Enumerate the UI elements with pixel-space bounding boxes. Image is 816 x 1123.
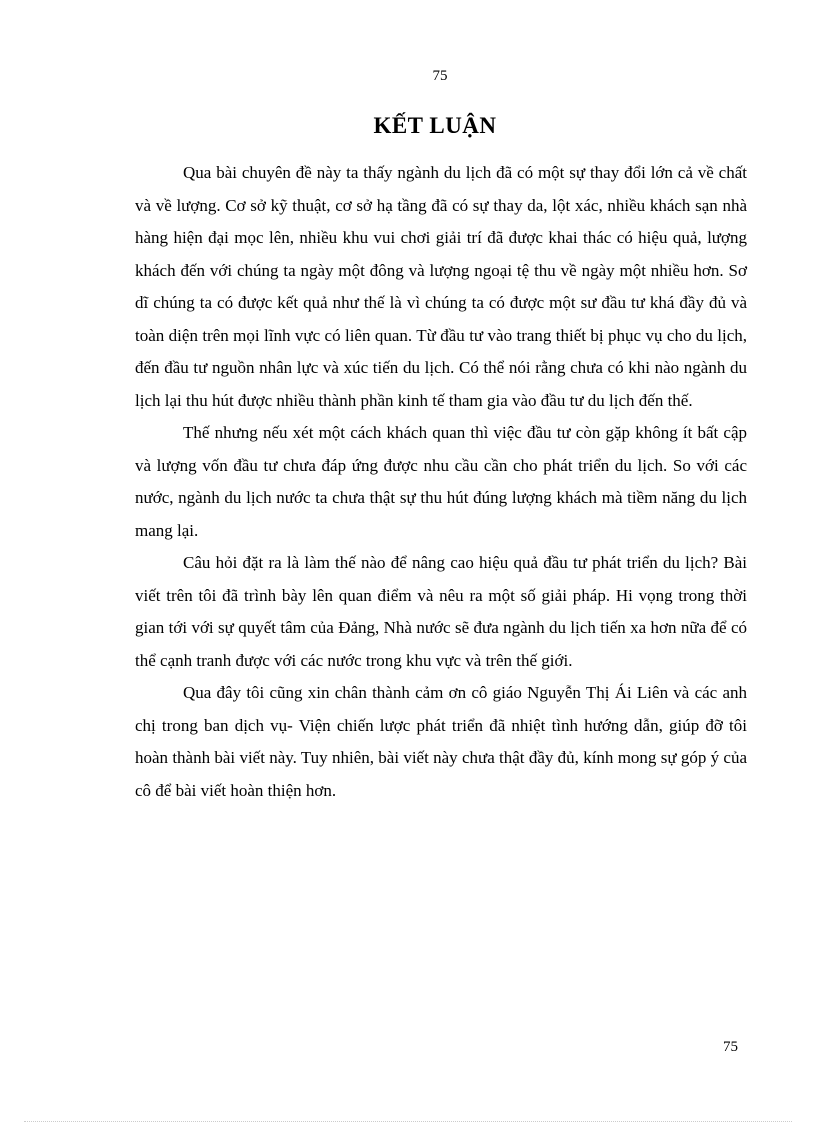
paragraph-1: Qua bài chuyên đề này ta thấy ngành du lịch đã có một sự thay đổi lớn cả về chất và về lượng. Cơ sở kỹ thuật, cơ sở hạ tầng đã có sự thay da, lột xác, nhiều khách sạn nhà hàng hiện đại mọc lên, nhiều khu vui chơi giải trí đã được khai thác có hiệu quả, lượng khách đến với chúng ta ngày một đông và lượng ngoại tệ thu về ngày một nhiều hơn. Sơ dĩ chúng ta có được kết quả như thế là vì chúng ta có được một sư đầu tư khá đầy đủ và toàn diện trên mọi lĩnh vực có liên quan. Từ đầu tư vào trang thiết bị phục vụ cho du lịch, đến đầu tư nguồn nhân lực và xúc tiến du lịch. Có thể nói rằng chưa có khi nào ngành du lịch lại thu hút được nhiều thành phần kinh tế tham gia vào đầu tư du lịch đến thế. (135, 163, 747, 410)
footer-page-number: 75 (723, 1039, 738, 1055)
paragraph-4: Qua đây tôi cũng xin chân thành cảm ơn cô giáo Nguyễn Thị Ái Liên và các anh chị trong ban dịch vụ- Viện chiến lược phát triển đã nhiệt tình hướng dẫn, giúp đỡ tôi hoàn thành bài viết này. Tuy nhiên, bài viết này chưa thật đầy đủ, kính mong sự góp ý của cô để bài viết hoàn thiện hơn. (135, 683, 747, 800)
body-text (135, 157, 747, 807)
header-page-number: 75 (432, 68, 448, 84)
page-title: KẾT LUẬN (373, 113, 497, 138)
paragraph-3: Câu hỏi đặt ra là làm thế nào để nâng cao hiệu quả đầu tư phát triển du lịch? Bài viết trên tôi đã trình bày lên quan điểm và nêu ra một số giải pháp. Hi vọng trong thời gian tới với sự quyết tâm của Đảng, Nhà nước sẽ đưa ngành du lịch tiến xa hơn nữa để có thể cạnh tranh được với các nước trong khu vực và trên thế giới. (135, 553, 747, 670)
footer-divider (24, 1121, 792, 1122)
paragraph-2: Thế nhưng nếu xét một cách khách quan thì việc đầu tư còn gặp không ít bất cập và lượng vốn đầu tư chưa đáp ứng được nhu cầu cần cho phát triển du lịch. So với các nước, ngành du lịch nước ta chưa thật sự thu hút đúng lượng khách mà tiềm năng du lịch mang lại. (135, 423, 747, 540)
